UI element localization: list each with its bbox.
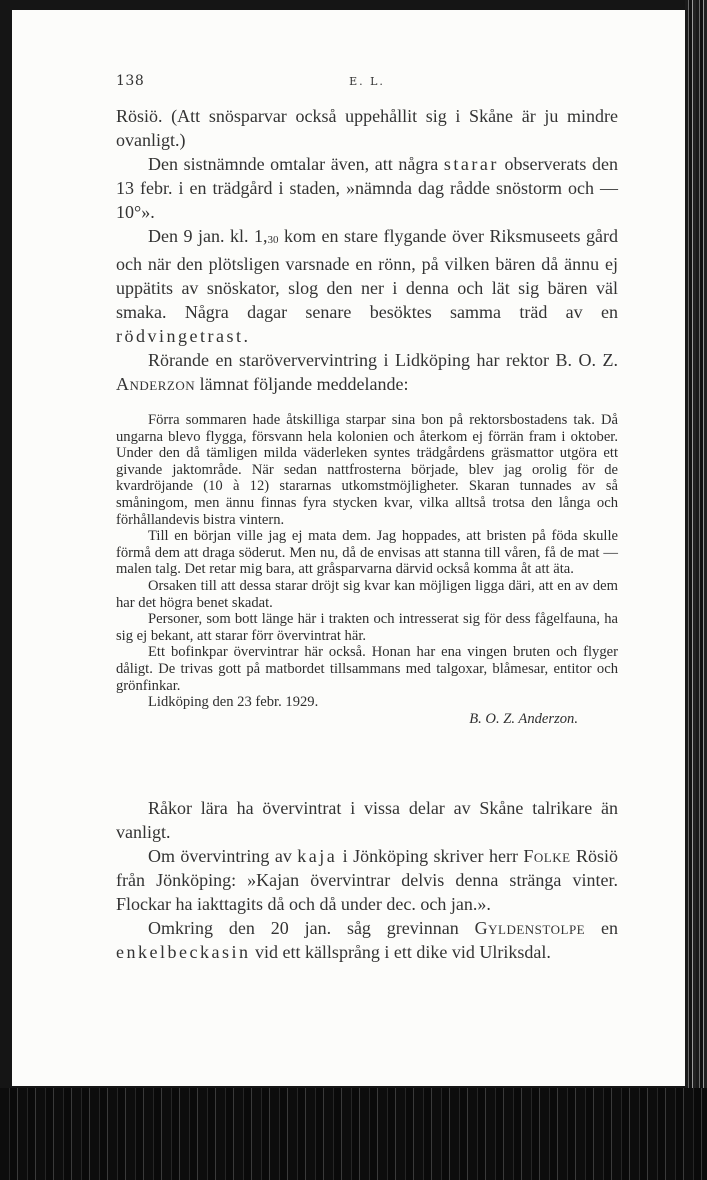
letter-dateline: Lidköping den 23 febr. 1929. — [148, 694, 319, 711]
letter-paragraph-2: Till en början ville jag ej mata dem. Jag hoppades, att bristen på föda skulle förmå dem att draga söderut. Men nu, då de envisas att stanna till våren, få de mat — malen talg. Det retar mig bara, att gråsparvarna därvid också komma åt att äta. — [116, 528, 618, 578]
paragraph-2-text-b: observerats den 13 febr. i en trädgård i staden, »nämnda dag rådde snöstorm och — 10°». — [116, 154, 618, 222]
paragraph-3-text-b: kom en stare flygande över Riksmuseets gård och när den plötsligen varsnade en rönn, på vilken bären då ännu ej uppätits av snöskator, slog den ner i denna och lät sig bären väl smaka. Några dagar senare besöktes samma träd av en — [116, 226, 618, 322]
body-text-lower — [116, 796, 618, 964]
paragraph-6-text-b: i Jönköping skriver herr — [337, 846, 524, 866]
paragraph-1: Rösiö. (Att snösparvar också uppehållit sig i Skåne är ju mindre ovanligt.) — [116, 106, 618, 150]
paragraph-3-text-a: Den 9 jan. kl. 1, — [148, 226, 268, 246]
paragraph-2-text-a: Den sistnämnde omtalar även, att några — [148, 154, 444, 174]
scan-edge — [685, 0, 707, 1180]
quoted-letter — [116, 412, 618, 727]
book-page — [12, 10, 685, 1086]
page-number: 138 — [116, 73, 145, 89]
paragraph-7-text-b: en — [585, 918, 618, 938]
paragraph-4-text-b: lämnat följande meddelande: — [195, 374, 409, 394]
paragraph-6 — [116, 844, 618, 916]
time-minutes: 30 — [267, 234, 279, 246]
paragraph-4 — [116, 348, 618, 396]
letter-paragraph-1-text-b: ) stararnas utkomstmöjligheter. Skaran tunnades av så småningom, men ännu finnas fyra stycken kvar, vilka alltså trotsa den långa och förhållandevis bistra vintern. — [116, 478, 618, 528]
letter-paragraph-1 — [116, 412, 618, 528]
species-rodvingetrast: rödvingetrast — [116, 326, 244, 346]
paragraph-6-text-a: Om övervintring av — [148, 846, 298, 866]
letter-signature: B. O. Z. Anderzon. — [469, 710, 578, 727]
paragraph-7 — [116, 916, 618, 964]
name-gyldenstolpe: Gyldenstolpe — [474, 918, 586, 938]
page-header — [116, 73, 618, 97]
paragraph-4-text-a: Rörande en staröververvintring i Lidköping har rektor B. O. Z. — [148, 350, 618, 370]
species-starar: starar — [443, 154, 499, 174]
letter-paragraph-4: Personer, som bott länge här i trakten och intresserat sig för dess fågelfauna, ha sig ej bekant, att starar förr övervintrat här. — [116, 611, 618, 644]
paragraph-7-text-a: Omkring den 20 jan. såg grevinnan — [148, 918, 475, 938]
paragraph-2 — [116, 152, 618, 224]
paragraph-5: Råkor lära ha övervintrat i vissa delar av Skåne talrikare än vanligt. — [116, 798, 618, 842]
paragraph-7-text-c: vid ett källsprång i ett dike vid Ulriksdal. — [250, 942, 551, 962]
species-enkelbeckasin: enkelbeckasin — [116, 942, 251, 962]
name-folke: Folke — [523, 846, 571, 866]
paragraph-3-text-c: . — [243, 326, 248, 346]
name-anderzon: Anderzon — [116, 374, 196, 394]
scan-bottom-band — [0, 1088, 707, 1180]
paragraph-3 — [116, 224, 618, 348]
letter-count: 10 à 12 — [208, 478, 265, 495]
letter-paragraph-3: Orsaken till att dessa starar dröjt sig kvar kan möjligen ligga däri, att en av dem har det högra benet skadat. — [116, 577, 618, 611]
letter-paragraph-1-text-a: Förra sommaren hade åtskilliga starpar sina bon på rektorsbostadens tak. Då ungarna blevo flygga, försvann hela kolonien och återkom ej förrän fram i oktober. Under den då tämligen milda väderleken syntes trädgårdens gräsmattor utgöra ett givande jaktområde. När sedan nattfrosterna började, blev jag orolig för de kvardröjande ( — [116, 412, 618, 495]
letter-paragraph-5: Ett bofinkpar övervintrar här också. Honan har ena vingen bruten och flyger dåligt. De trivas gott på matbordet tillsammans med talgoxar, blåmesar, entitor och grönfinkar. — [116, 644, 618, 694]
species-kaja: kaja — [297, 846, 338, 866]
paragraph-6-text-c: Rösiö från Jönköping: »Kajan övervintrar delvis denna stränga vinter. Flockar ha iakttagits då och då under dec. och jan.». — [116, 846, 618, 914]
running-head: E. L. — [349, 75, 385, 88]
body-text-upper — [116, 104, 618, 396]
